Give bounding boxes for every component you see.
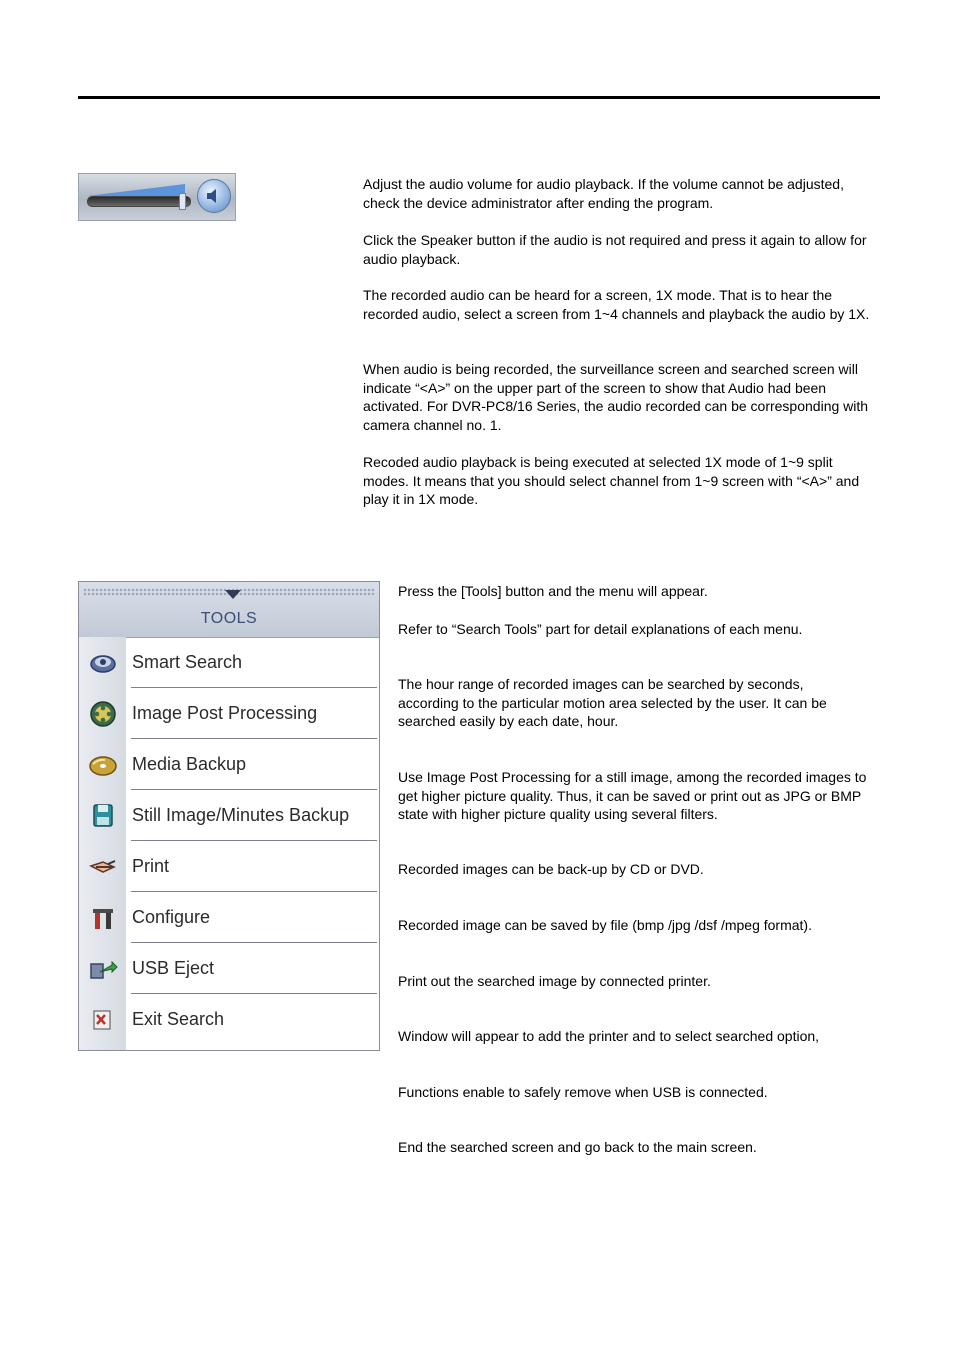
floppy-disk-icon (88, 801, 118, 831)
tools-intro-2: Refer to “Search Tools” part for detail explanations of each menu. (398, 621, 803, 637)
speaker-button[interactable] (197, 179, 231, 213)
hand-pen-icon (88, 852, 118, 882)
desc-smart-search: The hour range of recorded images can be searched by seconds, according to the particular motion area selected by the user. It can be searched easily by each date, hour. (398, 676, 827, 729)
menu-item-label: Media Backup (132, 754, 247, 774)
tools-menu-header[interactable] (79, 582, 379, 638)
volume-para-1: Adjust the audio volume for audio playback. If the volume cannot be adjusted, check the device administrator after ending the program. (363, 176, 844, 211)
tools-menu-title: TOOLS (200, 610, 258, 627)
volume-slider-thumb[interactable] (179, 193, 186, 210)
usb-eject-icon (88, 954, 118, 984)
volume-level-indicator (87, 184, 185, 196)
menu-item-label: Print (132, 856, 170, 876)
menu-item-image-post-processing[interactable] (79, 688, 379, 739)
film-reel-icon (88, 699, 118, 729)
desc-still-image-backup: Recorded image can be saved by file (bmp /jpg /dsf /mpeg format). (398, 917, 812, 933)
menu-item-print[interactable] (79, 841, 379, 892)
tools-menu (78, 581, 380, 1051)
volume-control (78, 173, 236, 221)
desc-usb-eject: Functions enable to safely remove when USB is connected. (398, 1084, 768, 1100)
disc-icon (88, 750, 118, 780)
exit-x-icon (88, 1005, 118, 1035)
menu-item-exit-search[interactable] (79, 994, 379, 1045)
menu-item-media-backup[interactable] (79, 739, 379, 790)
smart-search-icon (88, 648, 118, 678)
desc-media-backup: Recorded images can be back-up by CD or DVD. (398, 861, 704, 877)
desc-print: Print out the searched image by connected printer. (398, 973, 711, 989)
dropdown-arrow-icon (225, 590, 241, 599)
menu-item-label: USB Eject (132, 958, 215, 978)
menu-item-configure[interactable] (79, 892, 379, 943)
menu-item-usb-eject[interactable] (79, 943, 379, 994)
desc-configure: Window will appear to add the printer and to select searched option, (398, 1028, 820, 1044)
menu-item-label: Smart Search (132, 652, 243, 672)
desc-image-post-processing: Use Image Post Processing for a still image, among the recorded images to get higher picture quality. Thus, it can be saved or print out as JPG or BMP state with higher picture quality using several filters. (398, 769, 867, 822)
volume-para-2: Click the Speaker button if the audio is not required and press it again to allow for audio playback. (363, 232, 867, 267)
desc-exit-search: End the searched screen and go back to the main screen. (398, 1139, 757, 1155)
menu-item-label: Exit Search (132, 1009, 225, 1029)
volume-slider[interactable] (87, 196, 191, 207)
tools-intro-1: Press the [Tools] button and the menu will appear. (398, 583, 708, 599)
menu-item-label: Configure (132, 907, 211, 927)
volume-para-5: Recoded audio playback is being executed at selected 1X mode of 1~9 split modes. It means that you should select channel from 1~9 screen with “<A>” and play it in 1X mode. (363, 454, 860, 507)
volume-para-4: When audio is being recorded, the surveillance screen and searched screen will indicate “<A>” on the upper part of the screen to show that Audio had been activated. For DVR-PC8/16 Series, the audio recorded can be corresponding with camera channel no. 1. (363, 361, 869, 433)
menu-item-still-image-backup[interactable] (79, 790, 379, 841)
menu-item-label: Still Image/Minutes Backup (132, 805, 350, 825)
speaker-icon (204, 186, 224, 206)
header-rule (78, 96, 880, 99)
volume-para-3: The recorded audio can be heard for a screen, 1X mode. That is to hear the recorded audio, select a screen from 1~4 channels and playback the audio by 1X. (363, 287, 870, 322)
tools-icon (88, 903, 118, 933)
menu-item-smart-search[interactable] (79, 637, 379, 688)
menu-item-label: Image Post Processing (132, 703, 318, 723)
